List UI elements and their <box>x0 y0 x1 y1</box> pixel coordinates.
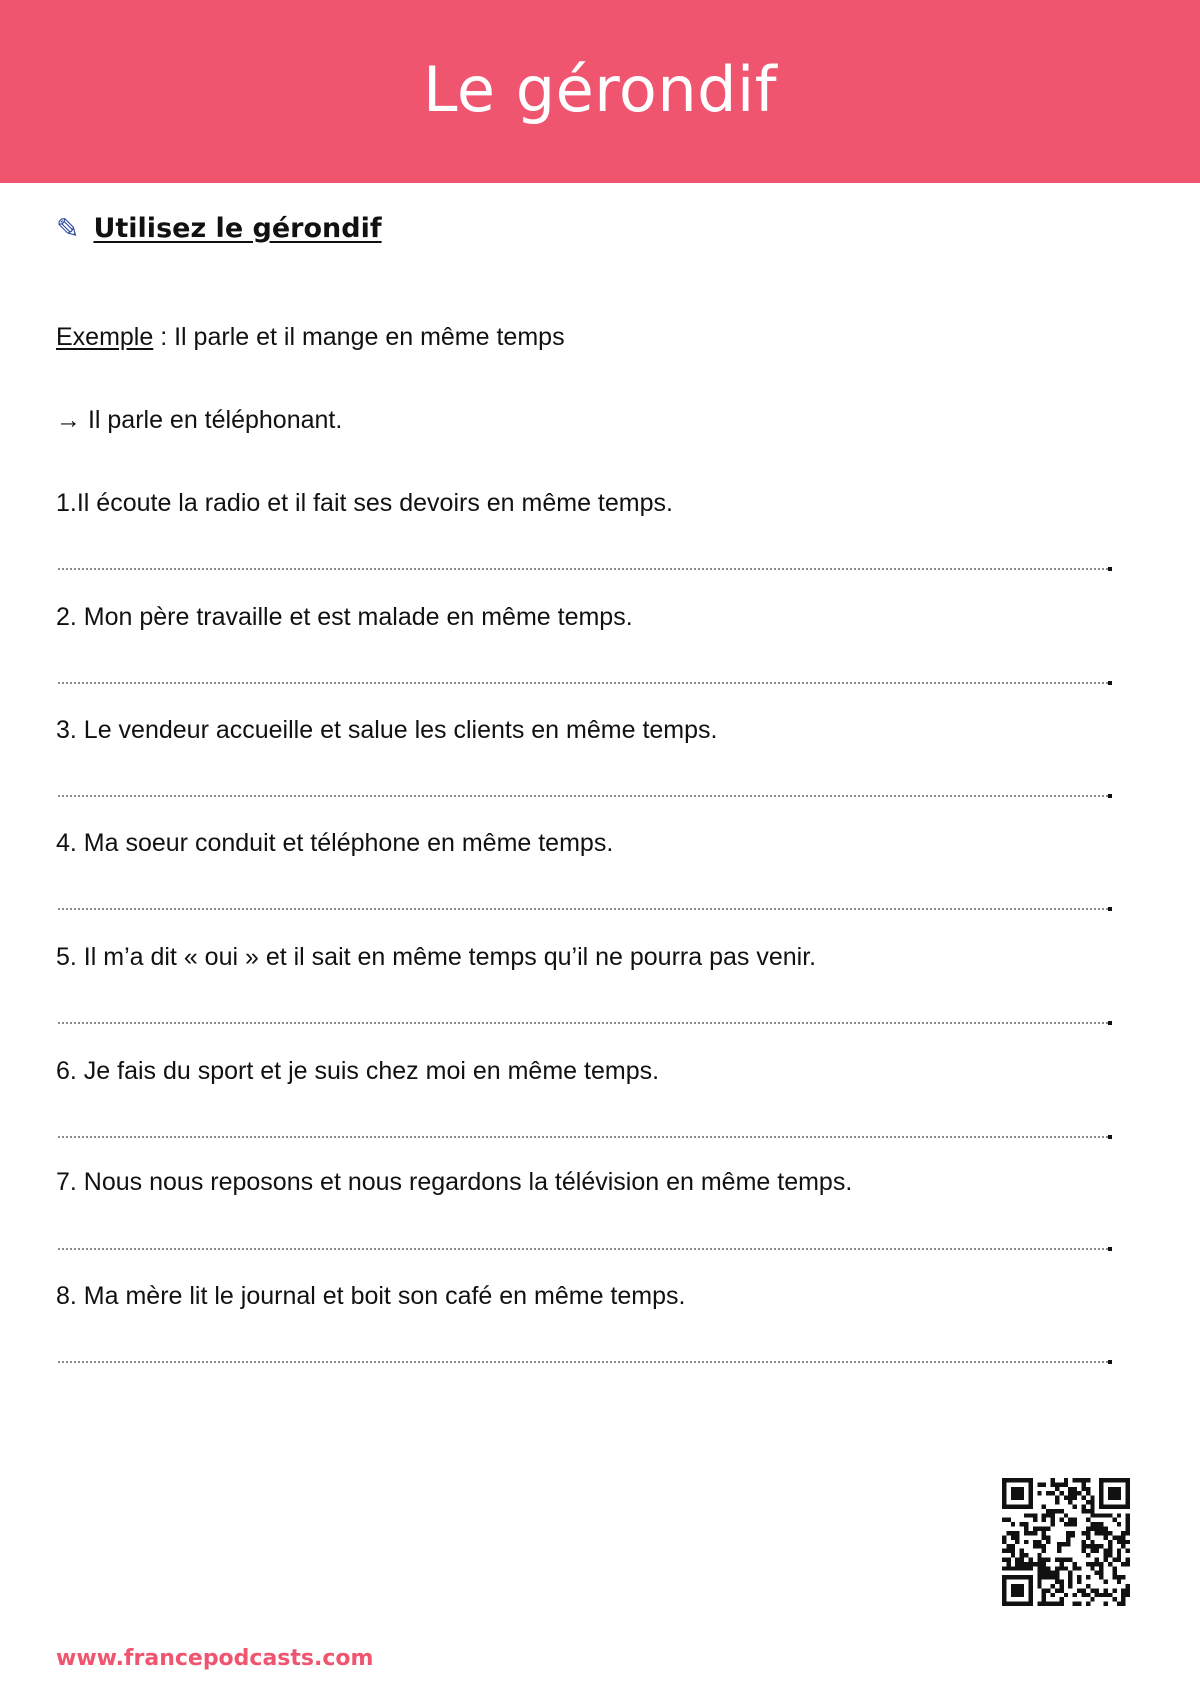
exercise-7: 7. Nous nous reposons et nous regardons la télévision en même temps. <box>56 1168 853 1196</box>
answer-line-8[interactable] <box>58 1349 1108 1363</box>
example-separator: : <box>153 323 175 351</box>
exercise-8: 8. Ma mère lit le journal et boit son café en même temps. <box>56 1282 686 1310</box>
page-title: Le gérondif <box>422 53 778 126</box>
exercise-2: 2. Mon père travaille et est malade en même temps. <box>56 603 633 631</box>
answer-line-2[interactable] <box>58 670 1108 684</box>
header-banner <box>0 0 1200 183</box>
exercise-3: 3. Le vendeur accueille et salue les clients en même temps. <box>56 716 718 744</box>
footer-website-link[interactable]: www.francepodcasts.com <box>56 1646 374 1671</box>
qr-code-icon[interactable] <box>1002 1478 1130 1606</box>
pencil-icon: ✎ <box>56 212 80 245</box>
section-heading <box>56 212 382 245</box>
section-heading-label: Utilisez le gérondif <box>93 213 382 244</box>
example-answer: Il parle en téléphonant. <box>81 406 343 434</box>
example-label: Exemple <box>56 323 154 351</box>
answer-line-4[interactable] <box>58 896 1108 910</box>
exercise-5: 5. Il m’a dit « oui » et il sait en même temps qu’il ne pourra pas venir. <box>56 943 817 971</box>
answer-line-5[interactable] <box>58 1010 1108 1024</box>
answer-line-1[interactable] <box>58 556 1108 570</box>
example-answer-line <box>56 406 342 435</box>
answer-line-3[interactable] <box>58 783 1108 797</box>
arrow-icon: → <box>56 406 81 434</box>
answer-line-7[interactable] <box>58 1236 1108 1250</box>
example-line <box>56 323 565 352</box>
answer-line-6[interactable] <box>58 1124 1108 1138</box>
exercise-4: 4. Ma soeur conduit et téléphone en même temps. <box>56 829 614 857</box>
exercise-1: 1.Il écoute la radio et il fait ses devoirs en même temps. <box>56 489 673 517</box>
example-sentence: Il parle et il mange en même temps <box>174 323 565 351</box>
exercise-6: 6. Je fais du sport et je suis chez moi en même temps. <box>56 1057 660 1085</box>
